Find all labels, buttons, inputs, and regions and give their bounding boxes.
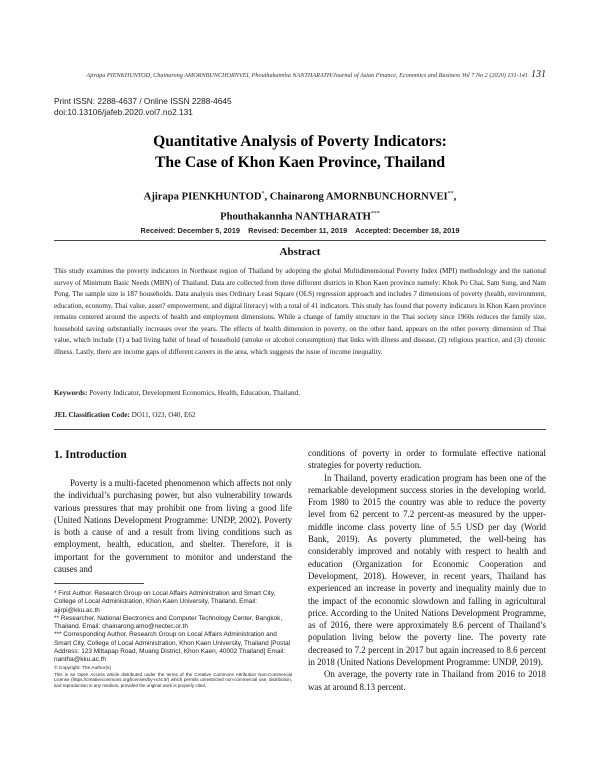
page-number: 131 [531, 69, 546, 80]
jel-text: DO11, O23, O40, E62 [129, 411, 196, 419]
author-line-2 [60, 206, 540, 226]
author-3: Phouthakannha NANTHARATH [220, 211, 371, 223]
jel-codes [54, 410, 546, 421]
author-1: Ajirapa PIENKHUNTOD [143, 191, 262, 203]
running-head [60, 69, 546, 80]
author-1-mark: * [261, 191, 265, 197]
section-heading-introduction: 1. Introduction [54, 449, 127, 461]
intro-paragraph: conditions of poverty in order to formulate effective national strategies for poverty reduction. [308, 448, 546, 471]
title-line-1: Quantitative Analysis of Poverty Indicators: [153, 133, 447, 150]
author-list [60, 186, 540, 225]
author-2-mark: ** [447, 191, 454, 197]
intro-paragraph: Poverty is a multi-faceted phenomenon which affects not only the individual’s purchasing power, but also vulnerability towards various pressures that may prohibit one from living a good life (United Nations Development Programme: UNDP, 2002). Poverty is both a cause of and a result from living conditions such as employment, health, education, and shelter. Therefore, it is important for the government to monitor and understand the causes and [54, 478, 292, 575]
keywords-text: Poverty Indicator, Development Economics, Health, Education, Thailand. [87, 389, 300, 397]
abstract-body: This study examines the poverty indicators in Northeast region of Thailand by adopting the global Multidimensional Poverty Index (MPI) methodology and the national survey of Minimum Basic Needs (MBN) of Thailand. Data are collected from three different districts in Khon Kaen province namely: Khok Po Chai, Sam Sung, and Nam Pong. The sample size is 187 households. Data analysis uses Ordinary Least Square (OLS) regression approach and includes 7 dimensions of poverty (health, environment, education, economy, Thai value, asset? empowerment, and digital literacy) with a total of 41 indicators. This study has found that poverty indicators in Khon Kaen province remains centered around the aspects of health and employment dimensions. While a change of family structure in the Thai society since 1960s reduces the family size, household saving substantially increases over the years. The effects of health dimension in poverty, on the other hand, appears on the other poverty dimension of Thai value, which include (1) a bad living habit of head of household (smoke or alcohol consumption) that links with illness and disease, (2) religious practice, and (3) chronic illness. Lastly, there are income gaps of different careers in the area, which suggests the issue of income inequality. [54, 267, 546, 356]
footnote-rule [54, 583, 144, 584]
keywords-label: Keywords: [54, 389, 88, 397]
abstract-top-rule [54, 240, 546, 241]
author-3-mark: *** [370, 210, 380, 217]
article-title [60, 131, 540, 173]
author-separator: , [264, 191, 270, 203]
footnote-corresponding-author: *** Corresponding Author. Research Group on Local Affairs Administration and Smart City, College of Local Administration, Khon Kaen University, Thailand [Postal Address: 123 Mittapap Road, Muang District, Khon Kaen, 40002 Thailand] Email: nantha@kku.ac.th [54, 631, 291, 664]
copyright-notice: © Copyright: The Author(s) [54, 665, 112, 671]
title-line-2: The Case of Khon Kaen Province, Thailand [154, 154, 446, 171]
abstract-bottom-rule [54, 429, 546, 430]
abstract-heading: Abstract [279, 246, 321, 258]
author-2: Chainarong AMORNBUNCHORNVEI [269, 191, 448, 203]
submission-dates: Received: December 5, 2019 Revised: December 11, 2019 Accepted: December 18, 2019 [140, 226, 460, 235]
keywords [54, 388, 546, 399]
intro-paragraph: On average, the poverty rate in Thailand from 2016 to 2018 was at around 8.13 percent. [308, 669, 546, 692]
author-separator: , [453, 191, 457, 203]
author-line-1 [60, 186, 540, 206]
left-column [54, 477, 292, 575]
right-column [308, 447, 546, 693]
footnote-first-author: * First Author. Research Group on Local Affairs Administration and Smart City, College of Local Administration, Khon Kaen University, Thailand. Email: ajirpi@kku.ac.th [54, 590, 276, 614]
issn-block [54, 96, 232, 118]
doi-line[interactable]: doi:10.13106/jafeb.2020.vol7.no2.131 [54, 107, 193, 117]
footnotes [54, 590, 292, 688]
license-notice: This is an Open Access article distributed under the terms of the Creative Commons Attribution Non-Commercial License (https://creativecommons.org/licenses/by-nc/4.0/) which permits unrestricted non-commercial use, distribution, and reproduction in any medium, provided the original work is properly cited. [54, 671, 292, 688]
intro-paragraph: In Thailand, poverty eradication program has been one of the remarkable development success stories in the developing world. From 1980 to 2015 the country was able to reduce the poverty level from 62 percent to 7.2 percent-as measured by the upper-middle income class poverty line of 5.5 USD per day (World Bank, 2019). As poverty plummeted, the well-being has considerably improved and notably with respect to health and education (Organization for Economic Cooperation and Development, 2018). However, in recent years, Thailand has experienced an increase in poverty and inequality mainly due to the impact of the economic slowdown and falling in agricultural price. According to the United Nations Development Programme, as of 2016, there were approximately 8.6 percent of Thailand’s population living below the poverty line. The poverty rate decreased to 7.2 percent in 2017 but again increased to 8.6 percent in 2018 (United Nations Development Programme: UNDP, 2019). [308, 472, 546, 668]
issn-line: Print ISSN: 2288-4637 / Online ISSN 2288-4645 [54, 96, 232, 106]
running-head-citation: Ajirapa PIENKHUNTOD, Chainarong AMORNBUNCHORNVEI, Phouthakannha NANTHARATH/Journal of Asian Finance, Economics and Business Vol 7 No 2 (2020) 131-141 [86, 72, 528, 79]
jel-label: JEL Classification Code: [54, 411, 130, 419]
footnote-researcher: ** Researcher, National Electronics and Computer Technology Center, Bangkok, Thailand. Email: chainarong.amo@nectec.or.th [54, 614, 283, 631]
